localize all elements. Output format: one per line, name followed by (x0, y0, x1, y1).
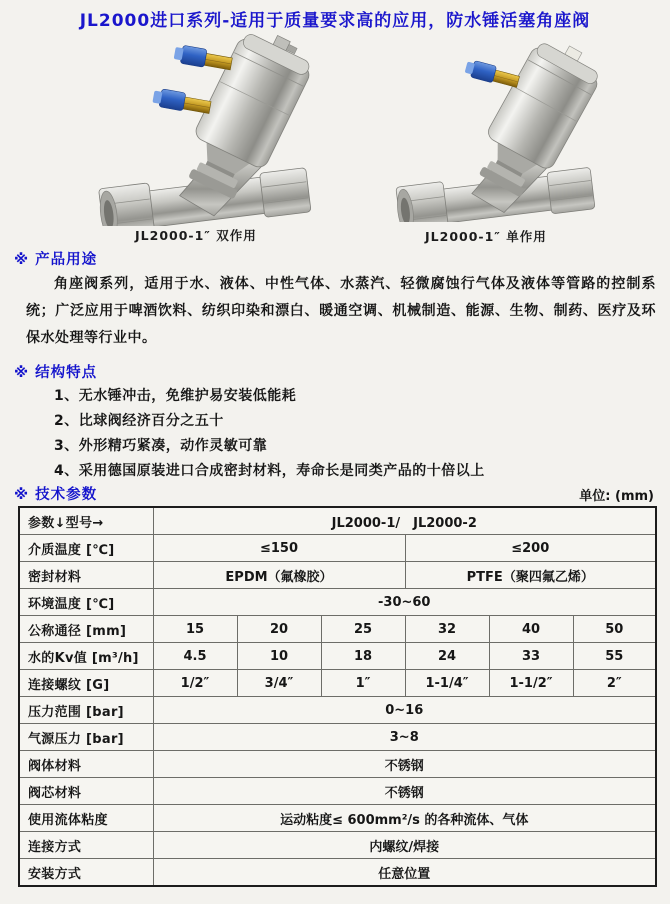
section-heading-specs-label: 技术参数 (35, 487, 98, 503)
reference-mark-icon: ※ (14, 487, 30, 503)
photo-caption-double-acting: JL2000-1″ 双作用 (135, 228, 257, 243)
table-cell: EPDM（氟橡胶） (153, 562, 405, 589)
table-cell: 阀芯材料 (19, 778, 153, 805)
table-row (19, 643, 656, 670)
table-cell: 33 (489, 643, 573, 670)
table-cell: 不锈钢 (153, 751, 656, 778)
table-cell: 50 (573, 616, 656, 643)
table-cell: 密封材料 (19, 562, 153, 589)
table-cell: 连接螺纹 [G] (19, 670, 153, 697)
table-row (19, 697, 656, 724)
valve-illustration-double-acting (95, 34, 335, 226)
table-cell: 不锈钢 (153, 778, 656, 805)
section-heading-specs (14, 483, 97, 504)
table-cell: 安装方式 (19, 859, 153, 887)
table-cell: 20 (237, 616, 321, 643)
table-cell: 0~16 (153, 697, 656, 724)
table-cell: 1-1/4″ (405, 670, 489, 697)
table-cell: 15 (153, 616, 237, 643)
table-cell: 运动粘度≤ 600mm²/s 的各种流体、气体 (153, 805, 656, 832)
reference-mark-icon: ※ (14, 365, 30, 381)
table-cell: 18 (321, 643, 405, 670)
feature-item: 1、无水锤冲击，免维护易安装低能耗 (54, 388, 297, 404)
usage-paragraph: 角座阀系列，适用于水、液体、中性气体、水蒸汽、轻微腐蚀行气体及液体等管路的控制系统；广泛应用于啤酒饮料、纺织印染和漂白、暖通空调、机械制造、能源、生物、制药、医疗及环保水处理等行业中。 (26, 276, 656, 346)
table-cell: ≤150 (153, 535, 405, 562)
table-cell: 参数↓型号→ (19, 507, 153, 535)
table-cell: 内螺纹/焊接 (153, 832, 656, 859)
table-cell: 环境温度 [℃] (19, 589, 153, 616)
table-cell: 32 (405, 616, 489, 643)
table-row (19, 616, 656, 643)
section-heading-features (14, 361, 97, 382)
product-photo-double-acting (95, 34, 335, 226)
table-cell: 3/4″ (237, 670, 321, 697)
table-row (19, 670, 656, 697)
feature-list (54, 384, 654, 484)
pneumatic-fitting-icon (173, 44, 233, 72)
table-row (19, 859, 656, 887)
table-cell: 连接方式 (19, 832, 153, 859)
pneumatic-fitting-icon (464, 59, 521, 89)
reference-mark-icon: ※ (14, 252, 30, 268)
table-cell: 25 (321, 616, 405, 643)
table-cell: 压力范围 [bar] (19, 697, 153, 724)
table-row (19, 562, 656, 589)
table-cell: 2″ (573, 670, 656, 697)
table-row (19, 589, 656, 616)
feature-item: 3、外形精巧紧凑，动作灵敏可靠 (54, 438, 268, 454)
photo-caption-single-acting: JL2000-1″ 单作用 (425, 229, 547, 244)
table-cell: 55 (573, 643, 656, 670)
table-row (19, 535, 656, 562)
table-cell: 公称通径 [mm] (19, 616, 153, 643)
section-heading-usage-label: 产品用途 (35, 252, 98, 268)
table-row (19, 724, 656, 751)
valve-illustration-single-acting (392, 42, 618, 222)
table-row (19, 751, 656, 778)
table-row (19, 832, 656, 859)
table-cell: 介质温度 [℃] (19, 535, 153, 562)
table-cell: JL2000-1/ JL2000-2 (153, 507, 656, 535)
table-cell: 使用流体粘度 (19, 805, 153, 832)
table-cell: 任意位置 (153, 859, 656, 887)
table-cell: -30~60 (153, 589, 656, 616)
product-photo-single-acting (392, 42, 618, 222)
table-cell: 水的Kv值 [m³/h] (19, 643, 153, 670)
section-heading-features-label: 结构特点 (35, 365, 98, 381)
table-row (19, 778, 656, 805)
pneumatic-fitting-icon (152, 88, 212, 116)
table-cell: ≤200 (405, 535, 656, 562)
page-title: JL2000进口系列-适用于质量要求高的应用，防水锤活塞角座阀 (79, 11, 591, 31)
spec-table (18, 506, 657, 887)
table-cell: 10 (237, 643, 321, 670)
table-cell: 40 (489, 616, 573, 643)
table-cell: 4.5 (153, 643, 237, 670)
table-cell: 3~8 (153, 724, 656, 751)
feature-item: 4、采用德国原装进口合成密封材料，寿命长是同类产品的十倍以上 (54, 463, 485, 479)
table-cell: 24 (405, 643, 489, 670)
unit-note: 单位: (mm) (579, 489, 654, 504)
table-cell: 阀体材料 (19, 751, 153, 778)
section-heading-usage (14, 248, 97, 269)
table-cell: PTFE（聚四氟乙烯） (405, 562, 656, 589)
feature-item: 2、比球阀经济百分之五十 (54, 413, 224, 429)
table-row (19, 507, 656, 535)
table-cell: 1/2″ (153, 670, 237, 697)
table-row (19, 805, 656, 832)
table-cell: 1-1/2″ (489, 670, 573, 697)
table-cell: 1″ (321, 670, 405, 697)
table-cell: 气源压力 [bar] (19, 724, 153, 751)
